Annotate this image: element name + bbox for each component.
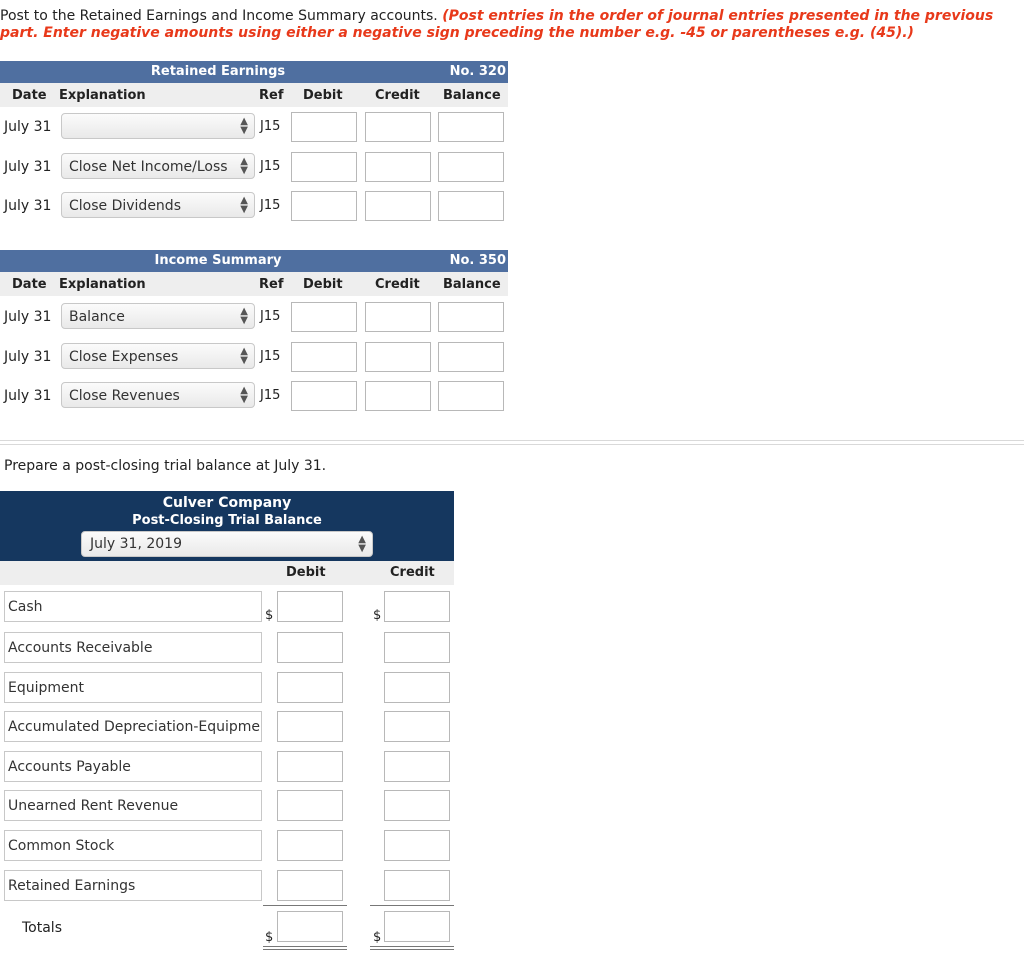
debit-amount-input[interactable] [277,830,343,861]
credit-amount-input[interactable] [384,870,450,901]
trial-balance-header [0,491,454,561]
row-ref: J15 [260,388,281,403]
credit-input[interactable] [365,191,431,221]
debit-amount-input[interactable] [277,672,343,703]
row-date: July 31 [4,388,52,404]
account-name-input[interactable]: Retained Earnings [4,870,262,901]
section-divider [0,444,1024,445]
ledger-number: No. 320 [449,64,506,79]
account-name-input[interactable]: Unearned Rent Revenue [4,790,262,821]
credit-input[interactable] [365,342,431,372]
trial-balance-prompt: Prepare a post-closing trial balance at July 31. [4,458,327,474]
explanation-select[interactable] [61,113,255,139]
instructions-emphasis: (Post entries in the order of journal entries presented in the previous part. Enter negative amounts using either a negative sign preceding the number e.g. -45 or parentheses e.g. (45).) [0,8,994,41]
debit-input[interactable] [291,302,357,332]
credit-input[interactable] [365,112,431,142]
debit-input[interactable] [291,381,357,411]
total-rule [370,905,454,906]
total-rule [263,905,347,906]
debit-amount-input[interactable] [277,790,343,821]
account-name-input[interactable]: Accumulated Depreciation-Equipme [4,711,262,742]
ledger-number: No. 350 [449,253,506,268]
debit-input[interactable] [291,342,357,372]
select-arrows-icon: ▲ ▼ [240,195,248,215]
balance-input[interactable] [438,152,504,182]
currency-symbol: $ [265,930,274,945]
col-date: Date [12,277,47,292]
debit-input[interactable] [291,191,357,221]
ledger-row [0,151,508,183]
row-date: July 31 [4,309,52,325]
credit-amount-input[interactable] [384,591,450,622]
col-credit: Credit [390,565,435,580]
row-ref: J15 [260,349,281,364]
account-name-input[interactable]: Accounts Receivable [4,632,262,663]
select-arrows-icon: ▲ ▼ [240,306,248,326]
row-date: July 31 [4,198,52,214]
select-arrows-icon: ▲ ▼ [240,346,248,366]
account-name-input[interactable]: Accounts Payable [4,751,262,782]
explanation-select[interactable]: Close Dividends ▲ ▼ [61,192,255,218]
debit-amount-input[interactable] [277,591,343,622]
section-divider [0,440,1024,441]
row-ref: J15 [260,198,281,213]
col-balance: Balance [443,277,501,292]
company-name: Culver Company [162,495,292,511]
double-rule [263,949,347,950]
ledger-title: Income Summary [154,253,282,268]
row-date: July 31 [4,349,52,365]
credit-amount-input[interactable] [384,751,450,782]
explanation-select[interactable]: Close Revenues ▲ ▼ [61,382,255,408]
instructions [0,8,1020,42]
col-explanation: Explanation [59,277,146,292]
col-date: Date [12,88,47,103]
debit-input[interactable] [291,152,357,182]
currency-symbol: $ [373,608,382,623]
row-date: July 31 [4,159,52,175]
statement-title: Post-Closing Trial Balance [132,513,322,528]
credit-amount-input[interactable] [384,711,450,742]
debit-amount-input[interactable] [277,711,343,742]
balance-input[interactable] [438,302,504,332]
debit-amount-input[interactable] [277,751,343,782]
row-ref: J15 [260,159,281,174]
ledger-row [0,301,508,333]
select-arrows-icon: ▲ ▼ [358,534,366,554]
explanation-select[interactable]: Close Expenses ▲ ▼ [61,343,255,369]
ledger-row [0,190,508,222]
col-debit: Debit [303,88,343,103]
col-debit: Debit [303,277,343,292]
balance-input[interactable] [438,342,504,372]
credit-input[interactable] [365,302,431,332]
double-rule [370,949,454,950]
ledger-row [0,111,508,143]
credit-input[interactable] [365,381,431,411]
col-balance: Balance [443,88,501,103]
retained-earnings-ledger [0,61,508,107]
account-name-input[interactable]: Equipment [4,672,262,703]
credit-amount-input[interactable] [384,790,450,821]
ledger-row [0,380,508,412]
income-summary-ledger [0,250,508,296]
ledger-row [0,341,508,373]
instructions-text: Post to the Retained Earnings and Income Summary accounts. [0,8,443,24]
double-rule [263,946,347,947]
total-credit-input[interactable] [384,911,450,942]
col-explanation: Explanation [59,88,146,103]
date-select[interactable]: July 31, 2019 ▲ ▼ [81,531,373,557]
select-arrows-icon: ▲ ▼ [240,385,248,405]
totals-label: Totals [22,920,62,936]
debit-amount-input[interactable] [277,870,343,901]
select-arrows-icon: ▲ ▼ [240,156,248,176]
ledger-header [0,61,508,83]
currency-symbol: $ [265,608,274,623]
select-arrows-icon: ▲ ▼ [240,116,248,136]
row-date: July 31 [4,119,52,135]
account-name-input[interactable]: Common Stock [4,830,262,861]
row-ref: J15 [260,119,281,134]
account-name-input[interactable]: Cash [4,591,262,622]
ledger-header [0,250,508,272]
debit-amount-input[interactable] [277,632,343,663]
ledger-column-headers [0,272,508,296]
col-debit: Debit [286,565,326,580]
credit-amount-input[interactable] [384,830,450,861]
trial-balance-column-headers [0,561,454,585]
total-debit-input[interactable] [277,911,343,942]
balance-input[interactable] [438,191,504,221]
col-credit: Credit [375,277,420,292]
currency-symbol: $ [373,930,382,945]
col-ref: Ref [259,88,284,103]
credit-amount-input[interactable] [384,632,450,663]
double-rule [370,946,454,947]
col-credit: Credit [375,88,420,103]
balance-input[interactable] [438,112,504,142]
balance-input[interactable] [438,381,504,411]
ledger-column-headers [0,83,508,107]
credit-amount-input[interactable] [384,672,450,703]
explanation-select[interactable]: Close Net Income/Loss ▲ ▼ [61,153,255,179]
credit-input[interactable] [365,152,431,182]
debit-input[interactable] [291,112,357,142]
row-ref: J15 [260,309,281,324]
ledger-title: Retained Earnings [150,64,286,79]
col-ref: Ref [259,277,284,292]
explanation-select[interactable]: Balance ▲ ▼ [61,303,255,329]
